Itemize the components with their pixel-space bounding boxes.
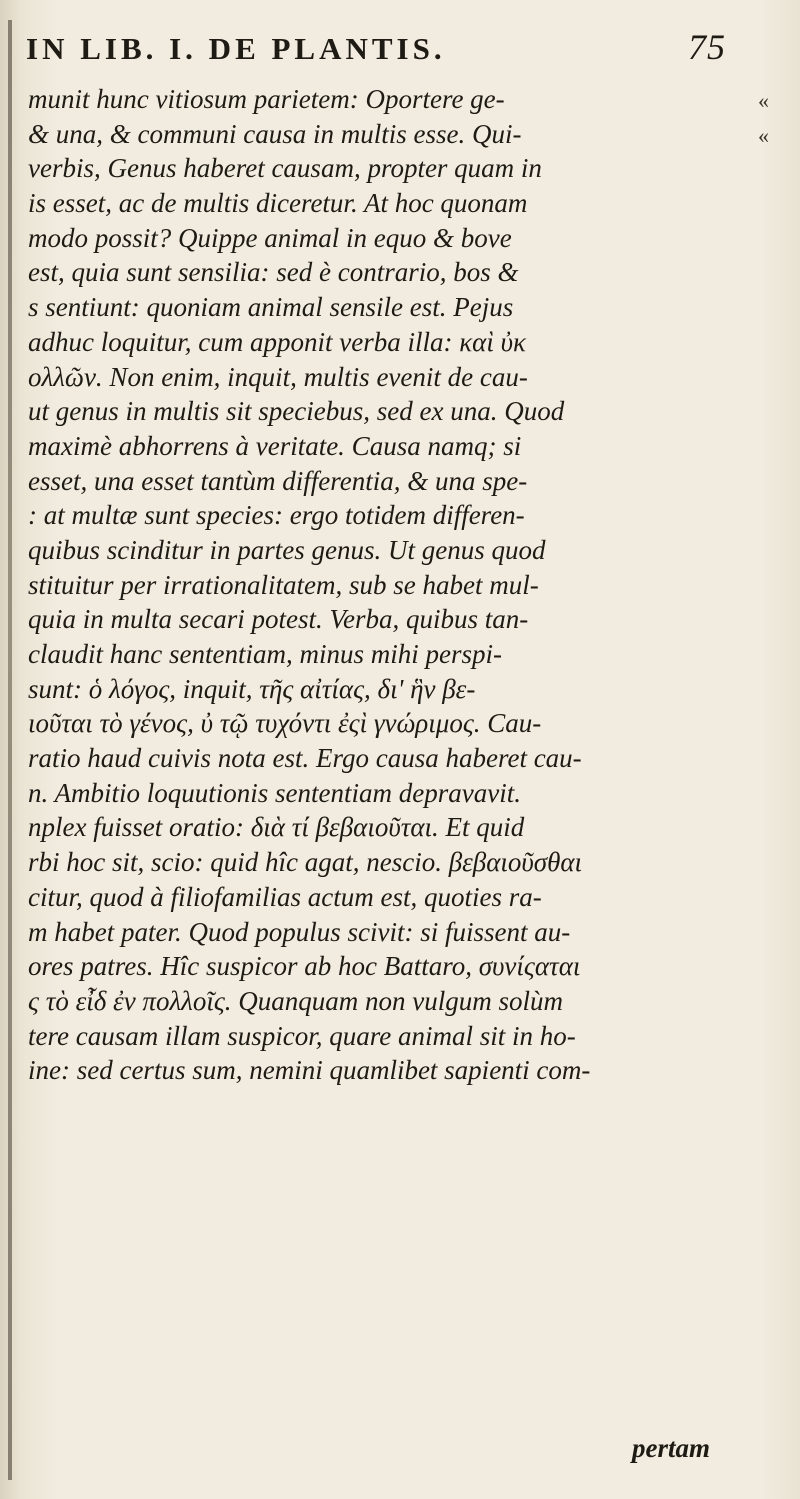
text-line: ine: sed certus sum, nemini quamlibet sapienti com- bbox=[28, 1055, 591, 1086]
body-text bbox=[28, 82, 780, 1088]
margin-quote-mark: « bbox=[758, 123, 769, 148]
text-line: sunt: ὁ λόγος, inquit, τῆς αἰτίας, δι' ἣν βε- bbox=[28, 673, 476, 704]
text-line: ς τὸ εἶδ ἐν πολλοῖς. Quanquam non vulgum solùm bbox=[28, 985, 564, 1016]
text-line: quia in multa secari potest. Verba, quibus tan- bbox=[28, 604, 529, 635]
text-line: adhuc loquitur, cum apponit verba illa: καὶ ὐκ bbox=[28, 326, 526, 357]
text-line: ut genus in multis sit speciebus, sed ex una. Quod bbox=[28, 396, 565, 427]
running-head bbox=[26, 26, 746, 70]
running-title: IN LIB. I. DE PLANTIS. bbox=[26, 31, 446, 66]
text-line: is esset, ac de multis diceretur. At hoc quonam bbox=[28, 188, 528, 219]
catchword: pertam bbox=[632, 1433, 710, 1463]
text-line: tere causam illam suspicor, quare animal sit in ho- bbox=[28, 1020, 576, 1051]
text-line: nplex fuisset oratio: διὰ τί βεβαιοῦται. Et quid bbox=[28, 812, 525, 843]
text-line: n. Ambitio loquutionis sententiam depravavit. bbox=[28, 777, 521, 808]
text-line: s sentiunt: quoniam animal sensile est. Pejus bbox=[28, 292, 514, 323]
text-line: ratio haud cuivis nota est. Ergo causa haberet cau- bbox=[28, 743, 582, 774]
text-line: verbis, Genus haberet causam, propter quam in bbox=[28, 153, 542, 184]
text-line: stituitur per irrationalitatem, sub se habet mul- bbox=[28, 569, 539, 600]
binding-gutter bbox=[8, 20, 12, 1480]
text-line: citur, quod à filiofamilias actum est, quoties ra- bbox=[28, 881, 542, 912]
margin-quote-mark: « bbox=[758, 88, 769, 113]
text-line: m habet pater. Quod populus scivit: si fuissent au- bbox=[28, 916, 571, 947]
text-line: esset, una esset tantùm differentia, & una spe- bbox=[28, 465, 528, 496]
text-line: quibus scinditur in partes genus. Ut genus quod bbox=[28, 534, 546, 565]
text-line: munit hunc vitiosum parietem: Oportere ge- bbox=[28, 84, 505, 114]
text-line: & una, & communi causa in multis esse. Qui- bbox=[28, 118, 522, 149]
text-line: : at multæ sunt species: ergo totidem differen- bbox=[28, 500, 525, 531]
text-line: ores patres. Hîc suspicor ab hoc Battaro, συνίςαται bbox=[28, 951, 581, 982]
text-line: ιοῦται τὸ γένος, ὐ τῷ τυχόντι ἐςὶ γνώριμος. Cau- bbox=[28, 708, 542, 739]
text-line: est, quia sunt sensilia: sed è contrario, bos & bbox=[28, 257, 519, 288]
text-line: claudit hanc sententiam, minus mihi perspi- bbox=[28, 639, 502, 669]
text-line: rbi hoc sit, scio: quid hîc agat, nescio. βεβαιοῦσθαι bbox=[28, 847, 583, 878]
page-number: 75 bbox=[688, 27, 726, 67]
text-line: ολλῶν. Non enim, inquit, multis evenit de cau- bbox=[28, 361, 528, 392]
text-line: maximè abhorrens à veritate. Causa namq; si bbox=[28, 430, 522, 461]
text-line: modo possit? Quippe animal in equo & bove bbox=[28, 222, 512, 253]
